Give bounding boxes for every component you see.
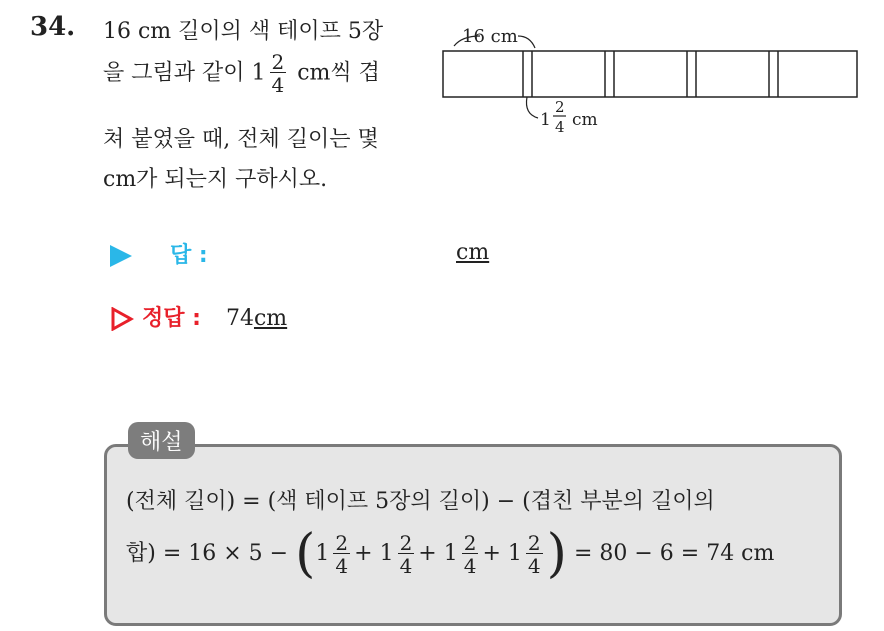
term-fraction (398, 530, 415, 578)
term-denominator: 4 (527, 553, 541, 578)
question-fraction-numerator: 2 (271, 50, 285, 74)
overlap-numerator: 2 (555, 98, 565, 116)
correct-answer-row (110, 301, 287, 332)
question-number: 34. (30, 12, 76, 42)
term-denominator: 4 (335, 553, 349, 578)
term-denominator: 4 (399, 553, 413, 578)
overlap-whole: 1 (540, 110, 551, 130)
overlap-pointer (526, 97, 538, 118)
plus-sign: + (354, 541, 373, 566)
term-whole: 1 (315, 541, 330, 566)
term-numerator: 2 (527, 530, 541, 555)
question-fraction (270, 52, 287, 95)
answer-row (110, 238, 208, 269)
tape-figure (440, 18, 870, 148)
term-denominator: 4 (463, 553, 477, 578)
term-numerator: 2 (399, 530, 413, 555)
term-numerator: 2 (335, 530, 349, 555)
term-whole: 1 (379, 541, 394, 566)
tape-length-label: 16 cm (462, 26, 518, 47)
term-numerator: 2 (463, 530, 477, 555)
answer-arrow-icon (110, 245, 132, 267)
correct-label: 정답 : (142, 306, 201, 331)
correct-value: 74 (225, 306, 254, 331)
solution-line-1: (전체 길이) = (색 테이프 5장의 길이) − (겹친 부분의 길이의 (126, 489, 715, 514)
question-line-2-pre: 을 그림과 같이 1 (103, 60, 266, 86)
plus-sign: + (418, 541, 437, 566)
plus-sign: + (482, 541, 501, 566)
solution-line-2-pre: 합) = 16 × 5 − (126, 541, 289, 566)
overlap-unit: cm (572, 110, 598, 130)
solution-tag: 해설 (128, 422, 195, 459)
question-line-4: cm가 되는지 구하시오. (103, 167, 328, 192)
open-paren: ( (295, 524, 316, 584)
correct-arrow-icon (110, 307, 134, 331)
term-fraction (462, 530, 479, 578)
term-fraction (526, 530, 543, 578)
solution-line-2 (126, 524, 775, 584)
question-fraction-denominator: 4 (271, 73, 285, 97)
question-line-2 (103, 52, 380, 95)
close-paren: ) (546, 524, 567, 584)
question-line-1: 16 cm 길이의 색 테이프 5장 (103, 19, 384, 44)
correct-unit: cm (253, 306, 288, 331)
question-line-3: 쳐 붙였을 때, 전체 길이는 몇 (103, 127, 379, 152)
answer-unit: cm (456, 240, 490, 265)
term-whole: 1 (443, 541, 458, 566)
overlap-denominator: 4 (555, 118, 565, 136)
term-whole: 1 (507, 541, 522, 566)
tape-strip (443, 51, 857, 97)
question-line-2-post: cm씩 겹 (290, 60, 380, 86)
solution-line-2-post: = 80 − 6 = 74 cm (573, 541, 775, 566)
answer-label: 답 : (170, 243, 208, 268)
term-fraction (333, 530, 350, 578)
